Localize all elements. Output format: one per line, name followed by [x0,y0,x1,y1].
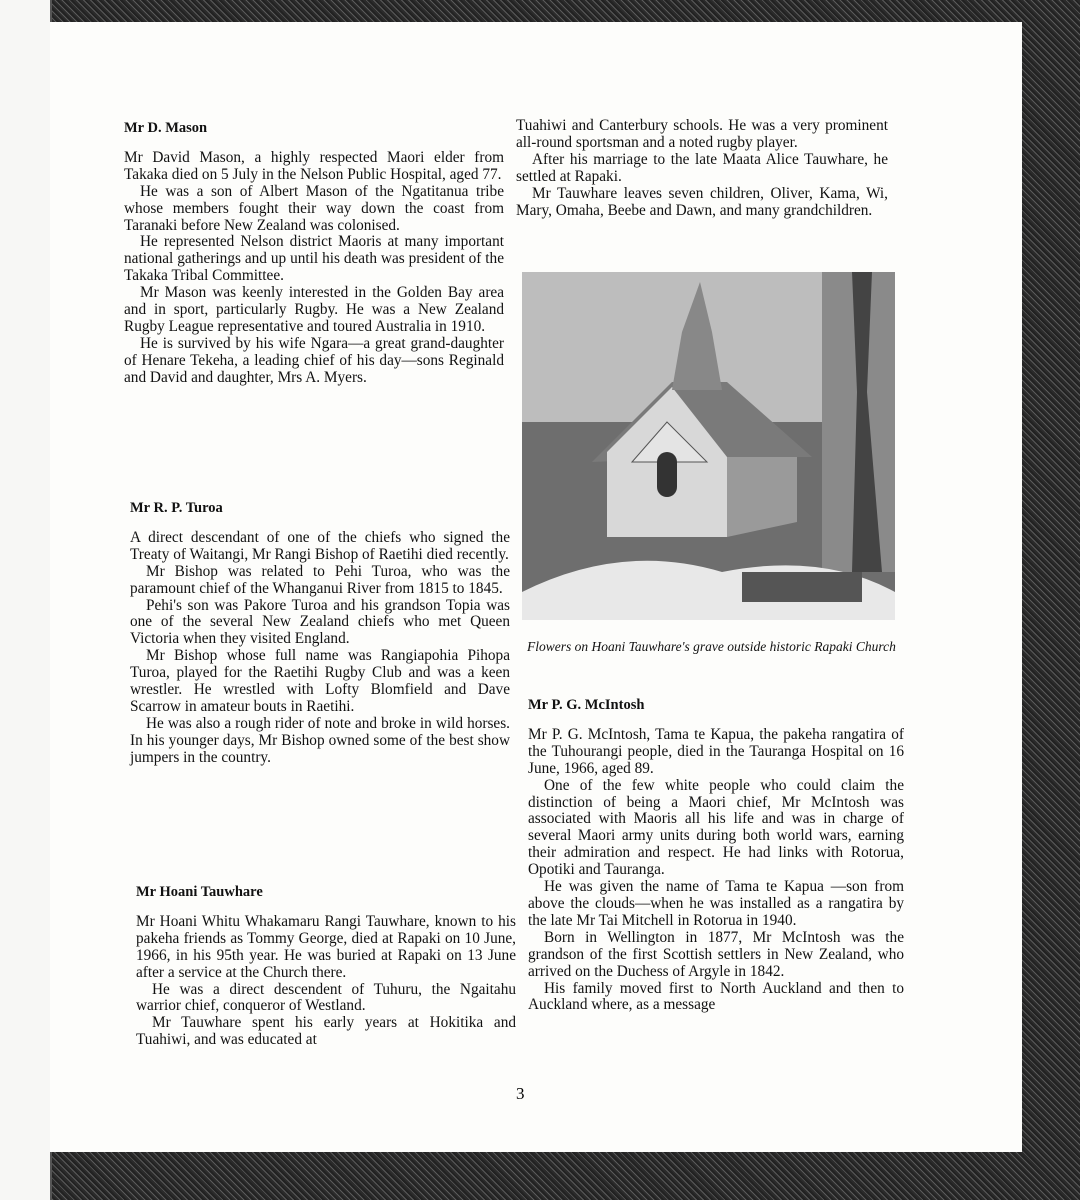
paragraph: He was a son of Albert Mason of the Ngatitanua tribe whose members fought their way down the coast from Taranaki before New Zealand was colonised. [124,182,504,234]
paragraph: He was also a rough rider of note and broke in wild horses. In his younger days, Mr Bishop owned some of the best show jumpers in the country. [130,714,510,766]
paragraph: Mr David Mason, a highly respected Maori elder from Takaka died on 5 July in the Nelson Public Hospital, aged 77. [124,148,504,183]
paragraph: Born in Wellington in 1877, Mr McIntosh was the grandson of the first Scottish settlers in New Zealand, who arrived on the Duchess of Argyle in 1842. [528,928,904,980]
right-column-bottom [528,697,904,1014]
facing-page-edge [0,0,52,1200]
paragraph: Mr Hoani Whitu Whakamaru Rangi Tauwhare, known to his pakeha friends as Tommy George, died at Rapaki on 10 June, 1966, in his 95th year. He was buried at Rapaki on 13 June after a service at the Church there. [136,912,516,981]
page-number: 3 [516,1084,525,1103]
paragraph: Mr Tauwhare leaves seven children, Oliver, Kama, Wi, Mary, Omaha, Beebe and Dawn, and many grandchildren. [516,184,888,219]
paragraph: One of the few white people who could claim the distinction of being a Maori chief, Mr McIntosh was associated with Maoris all his life and was in charge of several Maori army units during both world wars, earning their admiration and respect. He had links with Rotorua, Opotiki and Tauranga. [528,776,904,879]
paragraph: He was given the name of Tama te Kapua —son from above the clouds—when he was installed as a rangatira by the late Mr Tai Mitchell in Rotorua in 1940. [528,878,904,929]
paragraph: Mr Mason was keenly interested in the Golden Bay area and in sport, particularly Rugby. He was a New Zealand Rugby League representative and toured Australia in 1910. [124,284,504,335]
article-heading: Mr D. Mason [124,120,208,136]
paragraph: His family moved first to North Auckland and then to Auckland where, as a message [528,979,904,1014]
paragraph: Tuahiwi and Canterbury schools. He was a very prominent all-round sportsman and a noted rugby player. [516,117,888,151]
article-heading: Mr R. P. Turoa [130,500,223,516]
article-turoa [130,500,510,767]
article-tauwhare [136,884,516,1049]
paragraph: A direct descendant of one of the chiefs who signed the Treaty of Waitangi, Mr Rangi Bishop of Raetihi died recently. [130,528,510,563]
article-heading: Mr P. G. McIntosh [528,697,645,713]
left-column [124,120,516,1049]
photo-caption: Flowers on Hoani Tauwhare's grave outside historic Rapaki Church [527,639,896,654]
article-heading: Mr Hoani Tauwhare [136,884,263,900]
paragraph: He represented Nelson district Maoris at many important national gatherings and up until his death was president of the Takaka Tribal Committee. [124,233,504,285]
paragraph: He was a direct descendent of Tuhuru, the Ngaitahu warrior chief, conqueror of Westland. [136,980,516,1015]
paragraph: Pehi's son was Pakore Turoa and his grandson Topia was one of the several New Zealand chiefs who met Queen Victoria when they visited England. [130,596,510,648]
article-mason [124,120,504,387]
paragraph: Mr Bishop whose full name was Rangiapohia Pihopa Turoa, played for the Raetihi Rugby Club and was a keen wrestler. He wrestled with Lofty Blomfield and Dave Scarrow in amateur bouts in Raetihi. [130,647,510,715]
paragraph: Mr Bishop was related to Pehi Turoa, who was the paramount chief of the Whanganui River from 1815 to 1845. [130,562,510,597]
paragraph: Mr P. G. McIntosh, Tama te Kapua, the pakeha rangatira of the Tuhourangi people, died in the Tauranga Hospital on 16 June, 1966, aged 89. [528,725,904,777]
paragraph: After his marriage to the late Maata Alice Tauwhare, he settled at Rapaki. [516,150,888,185]
right-column-top [516,118,888,219]
paragraph: He is survived by his wife Ngara—a great grand-daughter of Henare Tekeha, a leading chief of his day—sons Reginald and David and daughter, Mrs A. Myers. [124,334,504,386]
church-photo [522,272,895,620]
paragraph: Mr Tauwhare spent his early years at Hokitika and Tuahiwi, and was educated at [136,1014,516,1049]
